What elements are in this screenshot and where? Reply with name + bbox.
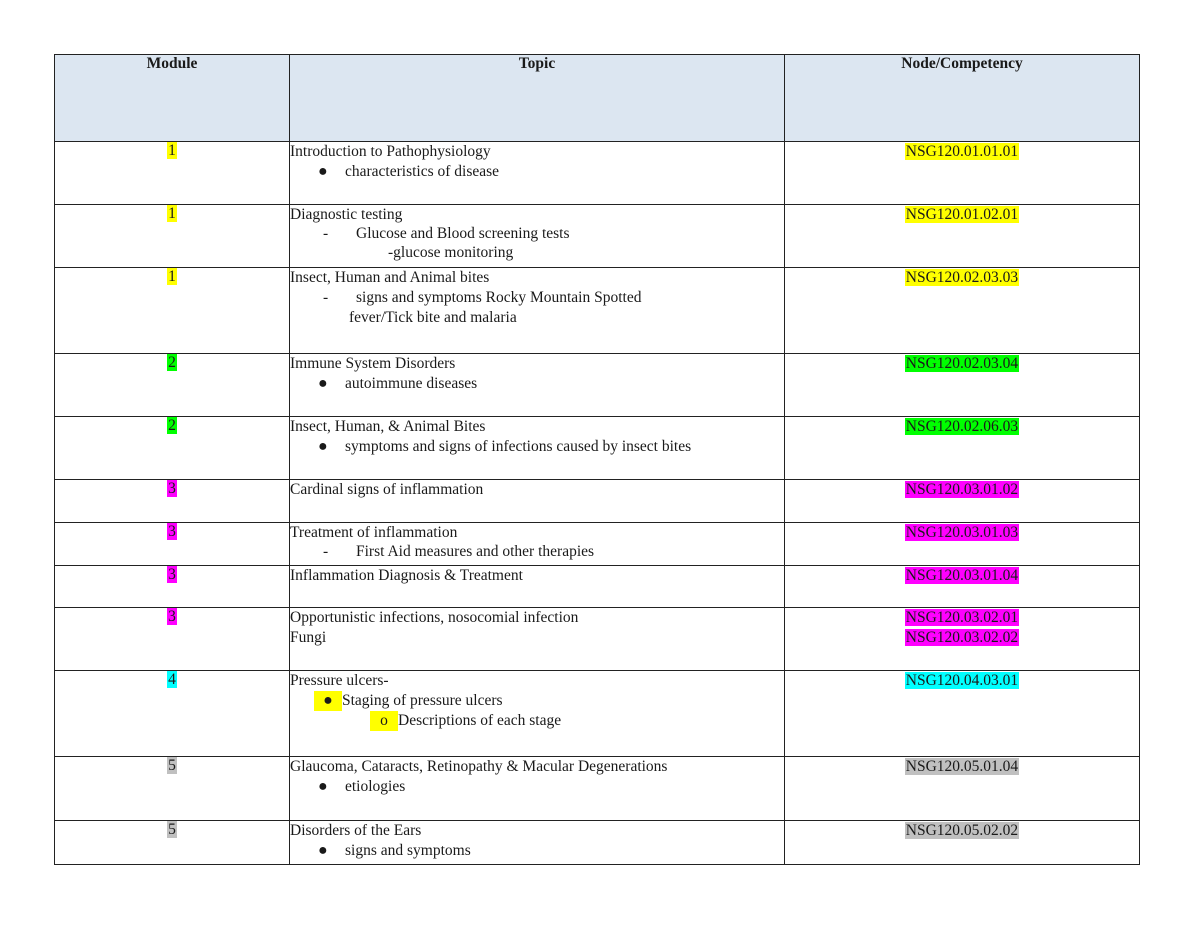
header-module: Module	[55, 55, 290, 142]
node-cell	[785, 205, 1140, 268]
module-number: 5	[168, 821, 176, 838]
node-code: NSG120.03.01.02	[905, 481, 1019, 498]
module-cell	[55, 205, 290, 268]
topic-title: Inflammation Diagnosis & Treatment	[290, 567, 523, 584]
topic-cell	[290, 417, 785, 480]
module-cell	[55, 142, 290, 205]
table-row	[55, 566, 1140, 608]
node-cell	[785, 671, 1140, 757]
node-code: NSG120.02.06.03	[905, 418, 1019, 435]
module-cell	[55, 268, 290, 354]
topic-cell	[290, 757, 785, 821]
dash-marker: -	[323, 289, 329, 306]
bullet-icon: ●	[318, 842, 328, 859]
node-code: NSG120.01.02.01	[905, 206, 1019, 223]
node-cell	[785, 523, 1140, 566]
bullet-text: Staging of pressure ulcers	[342, 692, 503, 709]
module-number: 1	[168, 205, 176, 222]
module-number: 3	[168, 608, 176, 625]
sub-bullet-item	[290, 711, 784, 731]
node-code: NSG120.03.02.02	[905, 629, 1019, 646]
dash-text: First Aid measures and other therapies	[356, 543, 595, 560]
dash-text: Glucose and Blood screening tests	[356, 225, 570, 242]
table-row	[55, 671, 1140, 757]
topic-cell	[290, 268, 785, 354]
table-row	[55, 354, 1140, 417]
bullet-text: signs and symptoms	[345, 842, 471, 859]
topic-cell	[290, 354, 785, 417]
bullet-item	[290, 841, 784, 861]
header-row	[55, 55, 1140, 142]
module-cell	[55, 671, 290, 757]
node-code: NSG120.03.02.01	[905, 609, 1019, 626]
topic-cell	[290, 523, 785, 566]
topic-cell	[290, 480, 785, 523]
bullet-item	[290, 437, 784, 457]
table-row	[55, 480, 1140, 523]
table-row	[55, 205, 1140, 268]
module-number: 1	[168, 268, 176, 285]
bullet-text: characteristics of disease	[345, 163, 500, 180]
topic-cell	[290, 566, 785, 608]
bullet-icon: ●	[318, 438, 328, 455]
topic-title: Insect, Human and Animal bites	[290, 269, 490, 286]
dash-item	[290, 542, 784, 561]
bullet-item	[290, 162, 784, 182]
topic-line: Fungi	[290, 629, 327, 646]
node-code: NSG120.03.01.04	[905, 567, 1019, 584]
module-number: 2	[168, 417, 176, 434]
module-cell	[55, 523, 290, 566]
module-cell	[55, 417, 290, 480]
header-node: Node/Competency	[785, 55, 1140, 142]
module-number: 3	[168, 523, 176, 540]
header-topic: Topic	[290, 55, 785, 142]
node-code: NSG120.04.03.01	[905, 672, 1019, 689]
dash-item	[290, 224, 784, 243]
bullet-text: etiologies	[345, 778, 406, 795]
topic-title: Immune System Disorders	[290, 355, 456, 372]
module-number: 4	[168, 671, 176, 688]
circle-bullet-icon: o	[370, 711, 398, 731]
node-code: NSG120.02.03.03	[905, 269, 1019, 286]
topic-title: Glaucoma, Cataracts, Retinopathy & Macular Degenerations	[290, 758, 668, 775]
node-cell	[785, 608, 1140, 671]
topic-cell	[290, 821, 785, 865]
node-cell	[785, 354, 1140, 417]
bullet-icon: ●	[318, 375, 328, 392]
dash-continuation: fever/Tick bite and malaria	[349, 309, 517, 326]
table-row	[55, 268, 1140, 354]
module-number: 1	[168, 142, 176, 159]
topic-title: Diagnostic testing	[290, 206, 403, 223]
dash-item	[290, 288, 784, 308]
table-row	[55, 608, 1140, 671]
node-code: NSG120.01.01.01	[905, 143, 1019, 160]
topic-title: Cardinal signs of inflammation	[290, 481, 484, 498]
topic-cell	[290, 608, 785, 671]
bullet-icon: ●	[318, 163, 328, 180]
dash-text: signs and symptoms Rocky Mountain Spotted	[356, 289, 642, 306]
topic-title: Insect, Human, & Animal Bites	[290, 418, 486, 435]
table-row	[55, 417, 1140, 480]
sub-bullet-text: Descriptions of each stage	[398, 712, 562, 729]
module-table	[54, 54, 1140, 865]
dash-marker: -	[323, 543, 329, 560]
node-code: NSG120.05.01.04	[905, 758, 1019, 775]
node-cell	[785, 480, 1140, 523]
dash-marker: -	[323, 225, 329, 242]
topic-cell	[290, 205, 785, 268]
module-number: 2	[168, 354, 176, 371]
node-cell	[785, 566, 1140, 608]
node-cell	[785, 417, 1140, 480]
bullet-icon: ●	[314, 691, 342, 711]
table-row	[55, 821, 1140, 865]
module-number: 3	[168, 480, 176, 497]
topic-title: Opportunistic infections, nosocomial infection	[290, 609, 579, 626]
topic-cell	[290, 671, 785, 757]
topic-title: Disorders of the Ears	[290, 822, 422, 839]
node-code: NSG120.05.02.02	[905, 822, 1019, 839]
topic-title: Introduction to Pathophysiology	[290, 143, 491, 160]
node-code: NSG120.03.01.03	[905, 524, 1019, 541]
module-cell	[55, 757, 290, 821]
module-cell	[55, 480, 290, 523]
node-cell	[785, 821, 1140, 865]
sub-item: -glucose monitoring	[388, 244, 514, 261]
bullet-item	[290, 691, 784, 711]
module-cell	[55, 608, 290, 671]
bullet-item	[290, 374, 784, 394]
node-cell	[785, 268, 1140, 354]
node-cell	[785, 142, 1140, 205]
table-row	[55, 523, 1140, 566]
node-cell	[785, 757, 1140, 821]
bullet-text: symptoms and signs of infections caused by insect bites	[345, 438, 692, 455]
bullet-text: autoimmune diseases	[345, 375, 478, 392]
table-row	[55, 757, 1140, 821]
topic-title: Treatment of inflammation	[290, 524, 458, 541]
module-number: 3	[168, 566, 176, 583]
bullet-item	[290, 777, 784, 797]
node-code: NSG120.02.03.04	[905, 355, 1019, 372]
module-cell	[55, 821, 290, 865]
module-number: 5	[168, 757, 176, 774]
bullet-icon: ●	[318, 778, 328, 795]
module-cell	[55, 566, 290, 608]
topic-cell	[290, 142, 785, 205]
topic-title: Pressure ulcers-	[290, 672, 389, 689]
module-cell	[55, 354, 290, 417]
table-row	[55, 142, 1140, 205]
